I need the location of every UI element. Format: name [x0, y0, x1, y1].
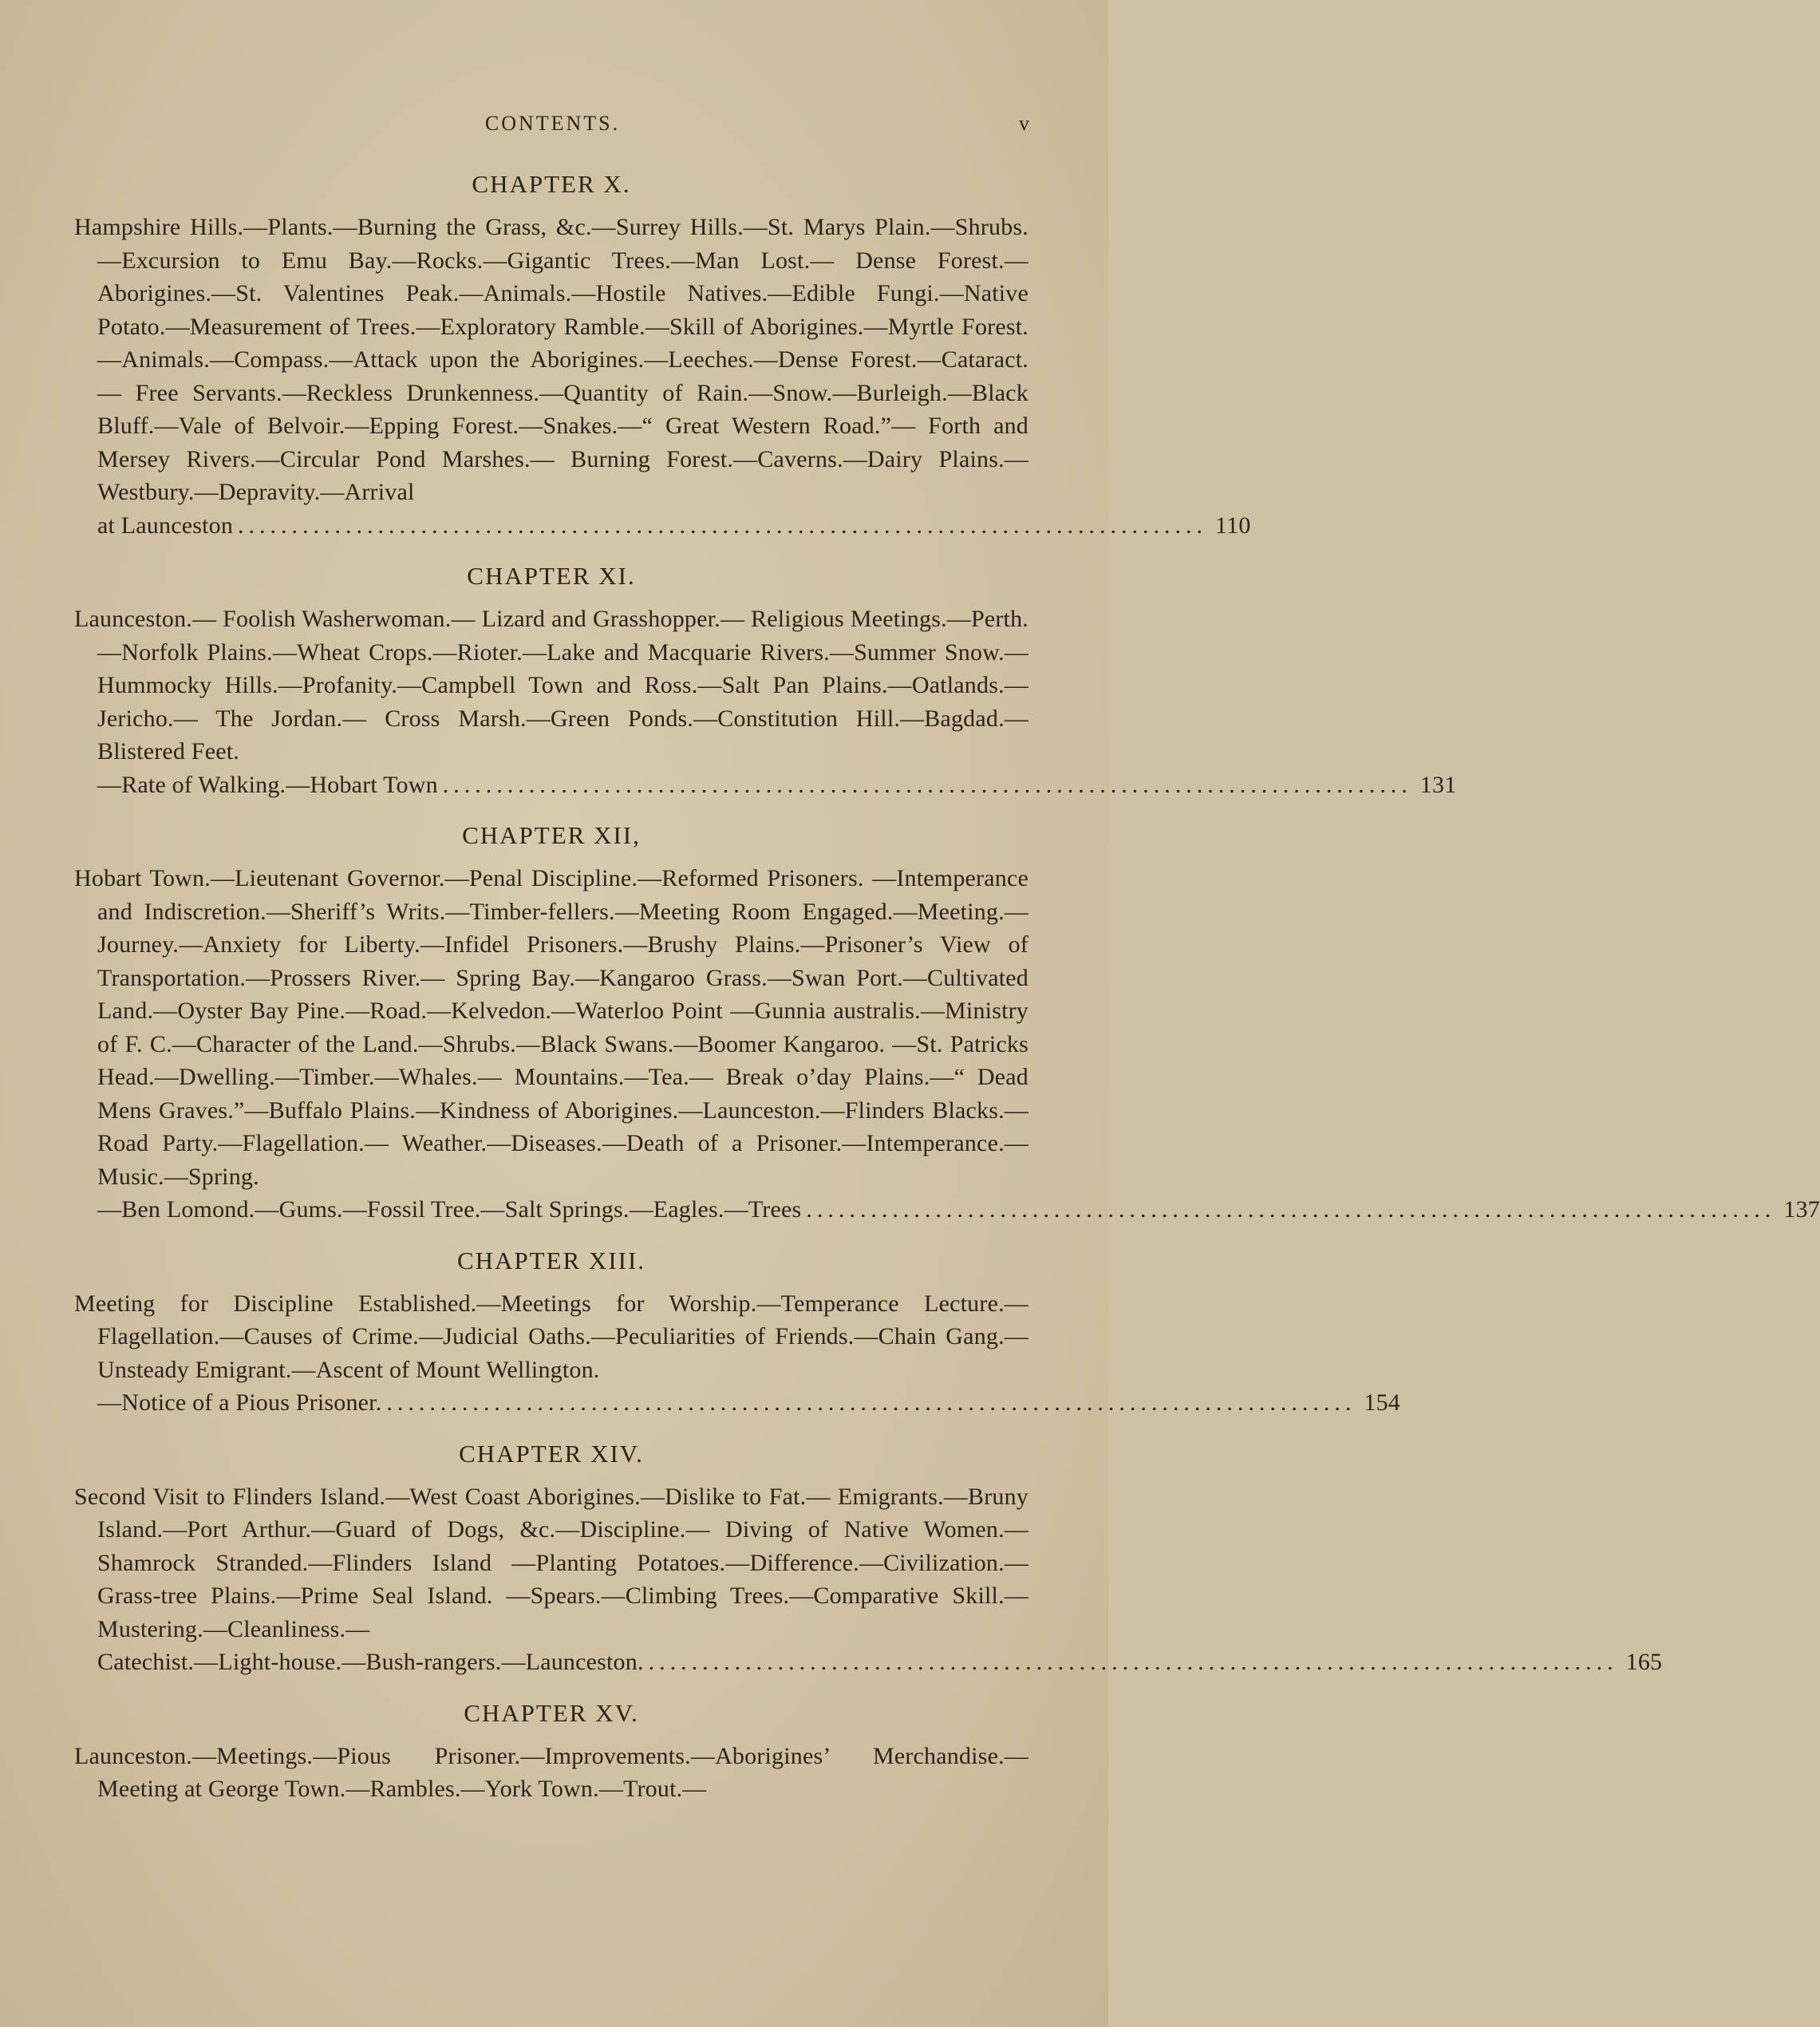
chapter-page-number: 137 [1783, 1196, 1820, 1223]
chapter-entry [74, 559, 1457, 801]
chapter-page-number: 154 [1364, 1389, 1401, 1416]
chapter-summary [74, 211, 1251, 542]
chapter-page-number: 131 [1419, 771, 1457, 798]
chapter-topics: Hampshire Hills.—Plants.—Burning the Grass, &c.—Surrey Hills.—St. Marys Plain.—Shrubs.—Excursion to Emu Bay.—Rocks.—Gigantic Trees.—Man Lost.— Dense Forest.—Aborigines.—St. Valentines Peak.—Animals.—Hostile Natives.—Edible Fungi.—Native Potato.—Measurement of Trees.—Exploratory Ramble.—Skill of Aborigines.—Myrtle Forest.—Animals.—Compass.—Attack upon the Aborigines.—Leeches.—Dense Forest.—Cataract.— Free Servants.—Reckless Drunkenness.—Quantity of Rain.—Snow.—Burleigh.—Black Bluff.—Vale of Belvoir.—Epping Forest.—Snakes.—“ Great Western Road.”— Forth and Mersey Rivers.—Circular Pond Marshes.— Burning Forest.—Caverns.—Dairy Plains.—Westbury.—Depravity.—Arrival [74, 214, 1028, 505]
dot-leader: .......................................................................................... [238, 512, 1208, 539]
chapter-summary [74, 603, 1457, 801]
chapter-entry [74, 1244, 1401, 1420]
page-number: v [1019, 112, 1029, 135]
chapter-heading: CHAPTER XV. [464, 1698, 639, 1727]
chapter-last-line [97, 1646, 1663, 1679]
chapter-page-number: 110 [1215, 512, 1251, 539]
running-title: CONTENTS. [484, 112, 621, 135]
chapter-last-line [97, 509, 1251, 543]
chapter-topics: Hobart Town.—Lieutenant Governor.—Penal Discipline.—Reformed Prisoners. —Intemperance and Indiscretion.—Sheriff’s Writs.—Timber-fellers.—Meeting Room Engaged.—Meeting.—Journey.—Anxiety for Liberty.—Infidel Prisoners.—Brushy Plains.—Prisoner’s View of Transportation.—Prossers River.— Spring Bay.—Kangaroo Grass.—Swan Port.—Cultivated Land.—Oyster Bay Pine.—Road.—Kelvedon.—Waterloo Point —Gunnia australis.—Ministry of F. C.—Character of the Land.—Shrubs.—Black Swans.—Boomer Kangaroo. —St. Patricks Head.—Dwelling.—Timber.—Whales.— Mountains.—Tea.— Break o’day Plains.—“ Dead Mens Graves.”—Buffalo Plains.—Kindness of Aborigines.—Launceston.—Flinders Blacks.—Road Party.—Flagellation.— Weather.—Diseases.—Death of a Prisoner.—Intemperance.—Music.—Spring. [74, 865, 1028, 1190]
chapter-topics: Launceston.— Foolish Washerwoman.— Lizard and Grasshopper.— Religious Meetings.—Perth.—Norfolk Plains.—Wheat Crops.—Rioter.—Lake and Macquarie Rivers.—Summer Snow.—Hummocky Hills.—Profanity.—Campbell Town and Ross.—Salt Pan Plains.—Oatlands.—Jericho.— The Jordan.— Cross Marsh.—Green Ponds.—Constitution Hill.—Bagdad.—Blistered Feet. [74, 606, 1028, 765]
chapter-topics: Launceston.—Meetings.—Pious Prisoner.—Improvements.—Aborigines’ Merchandise.—Meeting at George Town.—Rambles.—York Town.—Trout.— [74, 1742, 1028, 1802]
chapter-topics-end: at Launceston [97, 512, 234, 539]
chapter-heading: CHAPTER X. [472, 170, 631, 198]
chapter-heading: CHAPTER XII, [462, 821, 641, 849]
chapter-summary [74, 1740, 1028, 1806]
chapter-last-line [97, 769, 1457, 802]
dot-leader: .......................................................................................... [806, 1196, 1776, 1223]
chapter-last-line [97, 1193, 1820, 1227]
chapter-topics-end: —Ben Lomond.—Gums.—Fossil Tree.—Salt Springs.—Eagles.—Trees [97, 1196, 802, 1223]
contents-list [74, 168, 1820, 1824]
chapter-summary [74, 1480, 1663, 1679]
dot-leader: .......................................................................................... [442, 771, 1412, 798]
chapter-entry [74, 1437, 1663, 1679]
chapter-page-number: 165 [1625, 1649, 1663, 1675]
chapter-heading: CHAPTER XIII. [456, 1246, 646, 1274]
chapter-topics: Meeting for Discipline Established.—Meetings for Worship.—Temperance Lecture.—Flagellation.—Causes of Crime.—Judicial Oaths.—Peculiarities of Friends.—Chain Gang.—Unsteady Emigrant.—Ascent of Mount Wellington. [74, 1290, 1028, 1383]
dot-leader: .......................................................................................... [386, 1389, 1356, 1416]
chapter-heading: CHAPTER XIV. [459, 1439, 644, 1468]
chapter-entry [74, 168, 1251, 542]
running-head [76, 112, 1029, 144]
chapter-last-line [97, 1386, 1401, 1420]
chapter-heading: CHAPTER XI. [467, 562, 636, 590]
chapter-topics-end: —Rate of Walking.—Hobart Town [97, 771, 438, 798]
chapter-topics-end: Catechist.—Light-house.—Bush-rangers.—Launceston. [97, 1649, 644, 1675]
chapter-entry [74, 819, 1820, 1227]
chapter-entry [74, 1697, 1028, 1806]
chapter-summary [74, 862, 1820, 1227]
dot-leader: .......................................................................................... [648, 1649, 1618, 1675]
chapter-topics: Second Visit to Flinders Island.—West Coast Aborigines.—Dislike to Fat.— Emigrants.—Bruny Island.—Port Arthur.—Guard of Dogs, &c.—Discipline.— Diving of Native Women.—Shamrock Stranded.—Flinders Island —Planting Potatoes.—Difference.—Civilization.—Grass-tree Plains.—Prime Seal Island. —Spears.—Climbing Trees.—Comparative Skill.—Mustering.—Cleanliness.— [74, 1483, 1028, 1642]
chapter-summary [74, 1287, 1401, 1420]
chapter-topics-end: —Notice of a Pious Prisoner. [97, 1389, 382, 1416]
